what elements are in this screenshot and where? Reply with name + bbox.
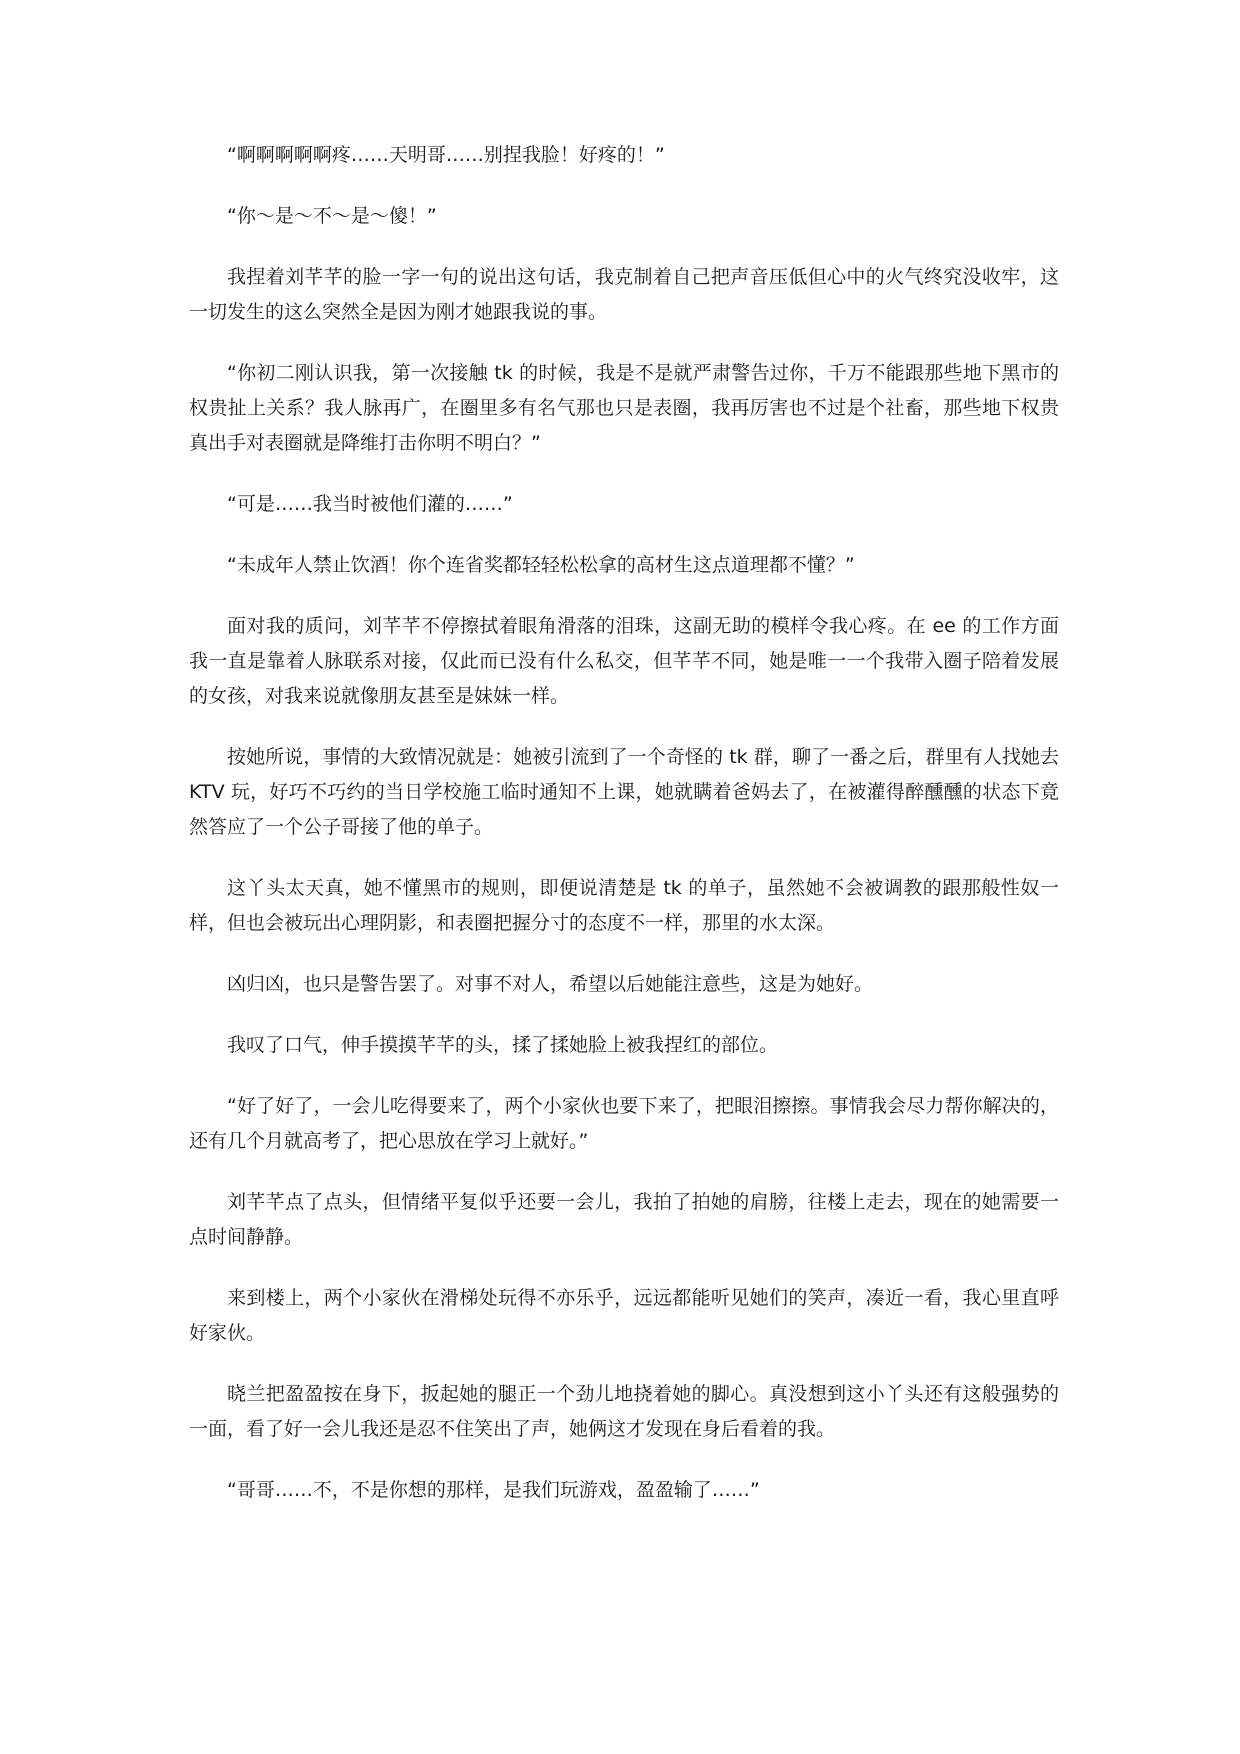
paragraph: “哥哥……不，不是你想的那样，是我们玩游戏，盈盈输了……” (227, 1479, 760, 1501)
paragraph: 刘芊芊点了点头，但情绪平复似乎还要一会儿，我拍了拍她的肩膀，往楼上走去，现在的她需要一点时间静静。 (189, 1191, 1059, 1248)
paragraph: “好了好了，一会儿吃得要来了，两个小家伙也要下来了，把眼泪擦擦。事情我会尽力帮你解决的，还有几个月就高考了，把心思放在学习上就好。” (189, 1095, 1059, 1152)
paragraph: 晓兰把盈盈按在身下，扳起她的腿正一个劲儿地挠着她的脚心。真没想到这小丫头还有这般强势的一面，看了好一会儿我还是忍不住笑出了声，她俩这才发现在身后看着的我。 (189, 1383, 1059, 1440)
paragraph: 来到楼上，两个小家伙在滑梯处玩得不亦乐乎，远远都能听见她们的笑声，凑近一看，我心里直呼好家伙。 (189, 1287, 1059, 1344)
paragraph: “你～是～不～是～傻！” (227, 205, 437, 227)
paragraph: 按她所说，事情的大致情况就是：她被引流到了一个奇怪的 tk 群，聊了一番之后，群里有人找她去 KTV 玩，好巧不巧约的当日学校施工临时通知不上课，她就瞒着爸妈去了，在被灌得醉醺醺的状态下竟然答应了一个公子哥接了他的单子。 (189, 746, 1059, 838)
paragraph: 凶归凶，也只是警告罢了。对事不对人，希望以后她能注意些，这是为她好。 (227, 973, 874, 995)
paragraph: “你初二刚认识我，第一次接触 tk 的时候，我是不是就严肃警告过你，千万不能跟那些地下黑市的权贵扯上关系？我人脉再广，在圈里多有名气那也只是表圈，我再厉害也不过是个社畜，那些地下权贵真出手对表圈就是降维打击你明不明白？” (189, 362, 1059, 454)
paragraph: “未成年人禁止饮酒！你个连省奖都轻轻松松拿的高材生这点道理都不懂？” (227, 554, 855, 576)
document-body (189, 138, 1059, 1534)
paragraph: “可是……我当时被他们灌的……” (227, 493, 513, 515)
paragraph: 这丫头太天真，她不懂黑市的规则，即便说清楚是 tk 的单子，虽然她不会被调教的跟那般性奴一样，但也会被玩出心理阴影，和表圈把握分寸的态度不一样，那里的水太深。 (189, 877, 1059, 934)
paragraph: 面对我的质问，刘芊芊不停擦拭着眼角滑落的泪珠，这副无助的模样令我心疼。在 ee 的工作方面我一直是靠着人脉联系对接，仅此而已没有什么私交，但芊芊不同，她是唯一一个我带入圈子陪着发展的女孩，对我来说就像朋友甚至是妹妹一样。 (189, 615, 1059, 707)
paragraph: 我叹了口气，伸手摸摸芊芊的头，揉了揉她脸上被我捏红的部位。 (227, 1034, 779, 1056)
paragraph: 我捏着刘芊芊的脸一字一句的说出这句话，我克制着自己把声音压低但心中的火气终究没收牢，这一切发生的这么突然全是因为刚才她跟我说的事。 (189, 266, 1059, 323)
paragraph: “啊啊啊啊啊疼……天明哥……别捏我脸！好疼的！” (227, 144, 665, 166)
